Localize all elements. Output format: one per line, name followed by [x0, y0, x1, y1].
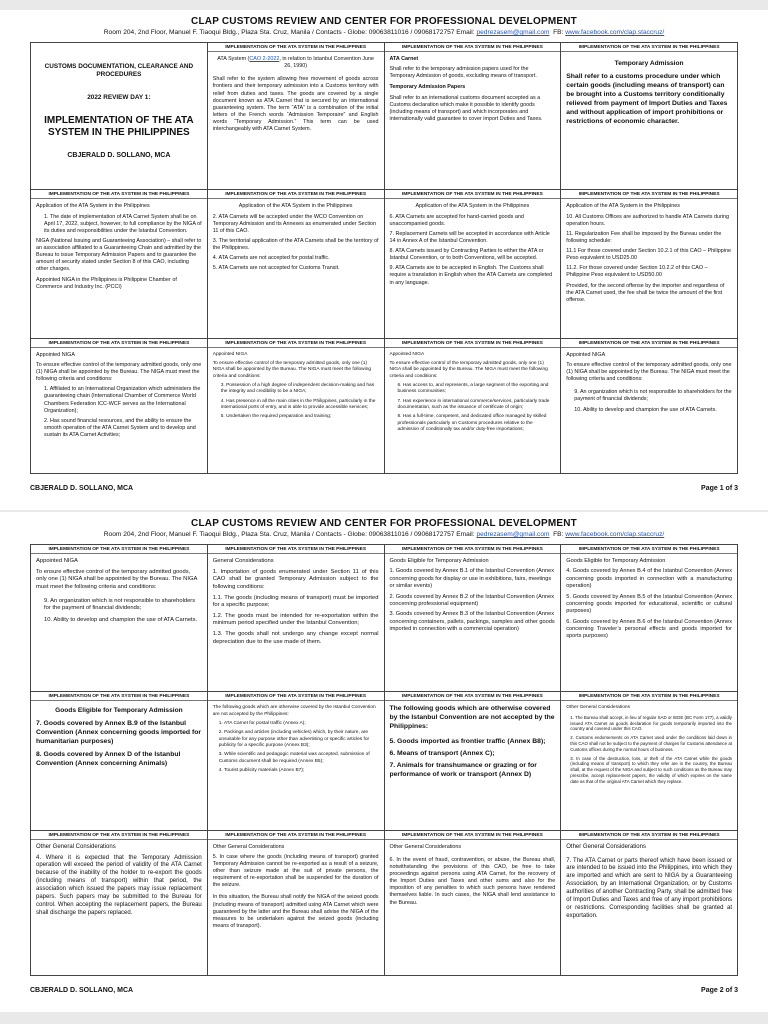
slide-not-accepted-1: [208, 692, 385, 830]
list-item: 10. Ability to develop and champion the use of ATA Carnets.: [574, 406, 717, 413]
list-item: 3. The territorial application of the ATA Carnets shall be the territory of the Philippines.: [212, 237, 379, 252]
list-item: 1. The Bureau shall accept, in lieu of regular SAD or IEDE (BC Form 177), a validly issued ATA Carnet as goods declaration for goods temporarily imported into the country and covered under this CAO.: [570, 714, 732, 732]
list-item: 4. Tourist publicity materials (Annex B7);: [218, 768, 305, 774]
slide-goods-eligible-1: [385, 545, 562, 692]
list-item: 3. Goods covered by Annex B.3 of the Istanbul Convention (Annex concerning containers, pallets, packings, samples and other goods imported in connection with a commercial operation): [389, 611, 555, 632]
slide-header: IMPLEMENTATION OF THE ATA SYSTEM IN THE PHILIPPINES: [208, 694, 384, 701]
temporary-admission-body: Shall refer to a customs procedure under which certain goods (including means of transport) can be brought into a Customs territory conditionally relieved from payment of Import Duties and Taxes and without application of import prohibitions or restrictions of economic character.: [566, 73, 728, 125]
other-considerations-heading: Other General Considerations: [566, 843, 646, 850]
list-item: 11. Regularization Fee shall be imposed by the Bureau under the following schedule:: [566, 230, 722, 244]
goods-eligible-heading: Goods Eligible for Temporary Admission: [55, 707, 183, 715]
list-item: 5. Goods covered by Annex B.5 of the Istanbul Convention (Annex concerning goods imported for educational, scientific or cultural purposes): [566, 593, 732, 615]
list-item: 1.1. The goods (including means of transport) must be imported for a specific purpose;: [212, 594, 379, 609]
slide-application-3: [385, 190, 562, 338]
review-day: 2022 REVIEW DAY 1:: [87, 93, 151, 101]
slide-goods-eligible-3: [31, 692, 208, 830]
list-item: 2. ATA Carnets will be accepted under the WCO Convention on Temporary Admission and its Annexes as enumerated under Section 11 of this CAO.: [212, 213, 377, 234]
slide-general-considerations: [208, 545, 385, 692]
header-contacts: [0, 531, 768, 538]
header-address: Room 204, 2nd Floor, Manuel F. Tiaoqui Bldg., Plaza Sta. Cruz, Manila / Contacts - Globe: 09063811016 / 09068172757 Email:: [103, 531, 475, 538]
slide-header: IMPLEMENTATION OF THE ATA SYSTEM IN THE PHILIPPINES: [208, 341, 384, 348]
cover-author: CBJERALD D. SOLLANO, MCA: [67, 151, 171, 159]
other-considerations-body: 7. The ATA Carnet or parts thereof which have been issued or are intended to be issued into the Philippines, into which they are imported and which are sent to NIGA by a Guaranteeing Association, by an International Organization, or by Customs authorities of another Contracting Party, shall be admitted free of Import Duties and Taxes and free of any import prohibitions or restrictions. Corresponding facilities shall be granted at exportation.: [566, 857, 732, 919]
list-item: 1. Goods covered by Annex B.1 of the Istanbul Convention (Annex concerning goods for display or use in exhibitions, fairs, meetings or similar events): [389, 568, 554, 590]
other-considerations-heading: Other General Considerations: [566, 705, 630, 711]
slide-other-considerations-5: [561, 831, 738, 976]
header-title: CLAP CUSTOMS REVIEW AND CENTER FOR PROFESSIONAL DEVELOPMENT: [191, 16, 577, 27]
footer-author: CBJERALD D. SOLLANO, MCA: [30, 485, 134, 492]
facebook-link[interactable]: www.facebook.com/clap.staccruz/: [565, 29, 665, 36]
list-item: 2. Packings and articles (including vehicles) which, by their nature, are unsuitable for any purpose other than advertising or specific articles for publicity for a specific purpose (Annex B3);: [218, 730, 370, 749]
list-item: 6. Means of transport (Annex C);: [389, 750, 495, 758]
footer-author: CBJERALD D. SOLLANO, MCA: [30, 987, 134, 994]
niga-definition: NIGA (National Issuing and Guaranteeing Association) – shall refer to an association affiliated to a Guaranteeing Chain and admitted by the Bureau to issue Temporary Admission Papers and to guarantee the amount of security stated under Section 8 of this CAO, including other charges.: [36, 237, 202, 273]
cao-link[interactable]: CAO 2-2022: [249, 56, 280, 62]
slide-header: IMPLEMENTATION OF THE ATA SYSTEM IN THE PHILIPPINES: [385, 833, 561, 840]
appointed-niga-body: To ensure effective control of the temporary admitted goods, only one (1) NIGA shall be appointed by the Bureau. The NIGA must meet the following criteria and conditions:: [36, 568, 198, 590]
slide-header: IMPLEMENTATION OF THE ATA SYSTEM IN THE PHILIPPINES: [561, 192, 737, 199]
list-item: 9. An organization which is not responsible to shareholders for the payment of financial dividends;: [44, 597, 196, 612]
slide-header: IMPLEMENTATION OF THE ATA SYSTEM IN THE PHILIPPINES: [208, 547, 384, 554]
slide-other-considerations-3: [208, 831, 385, 976]
list-item: 5. ATA Carnets are not accepted for Customs Transit.: [212, 265, 340, 272]
slide-grid-page-1: [30, 42, 738, 474]
temporary-admission-heading: Temporary Admission: [614, 60, 684, 67]
header-contacts: [0, 29, 768, 36]
application-intro: Application of the ATA System in the Philippines: [238, 203, 353, 210]
appointed-niga-heading: Appointed NIGA: [389, 351, 425, 357]
other-considerations-heading: Other General Considerations: [212, 843, 285, 850]
other-considerations-heading: Other General Considerations: [389, 843, 462, 850]
ata-system-heading: ATA System (CAO 2-2022, in relation to Istanbul Convention June 26, 1990): [217, 56, 375, 70]
slide-appointed-niga-5: [31, 545, 208, 692]
slide-header: IMPLEMENTATION OF THE ATA SYSTEM IN THE PHILIPPINES: [385, 341, 561, 348]
slide-header: IMPLEMENTATION OF THE ATA SYSTEM IN THE PHILIPPINES: [208, 45, 384, 52]
temp-admission-papers-heading: Temporary Admission Papers: [389, 84, 466, 91]
slide-header: IMPLEMENTATION OF THE ATA SYSTEM IN THE PHILIPPINES: [385, 192, 561, 199]
list-item: 6. ATA Carnets are accepted for hand-carried goods and unaccompanied goods.: [389, 213, 524, 227]
general-considerations-heading: General Considerations: [212, 558, 274, 564]
list-item: 10. All Customs Offices are authorized to handle ATA Carnets during operation hours.: [566, 213, 729, 227]
temp-admission-papers-body: Shall refer to an international customs document accepted as a Customs declaration which make it possible to identify goods (including means of transport) and which incorporates and internationally valid guarantee to cover import Duties and Taxes.: [389, 94, 543, 122]
header-title: CLAP CUSTOMS REVIEW AND CENTER FOR PROFESSIONAL DEVELOPMENT: [191, 518, 577, 529]
appointed-niga-body: To ensure effective control of the temporary admitted goods, only one (1) NIGA shall be appointed by the Bureau. The NIGA must meet the following criteria and conditions:: [36, 361, 202, 383]
slide-goods-eligible-2: [561, 545, 738, 692]
goods-eligible-heading: Goods Eligible for Temporary Admission: [566, 558, 666, 564]
slide-application-2: [208, 190, 385, 338]
slide-header: IMPLEMENTATION OF THE ATA SYSTEM IN THE PHILIPPINES: [561, 45, 737, 52]
slide-other-considerations-2: [31, 831, 208, 976]
list-item: 7. Animals for transhumance or grazing or for performance of work or transport (Annex D): [389, 762, 537, 779]
slide-application-1: [31, 190, 208, 338]
list-item: 11.1 For those covered under Section 10.2.1 of this CAO – Philippine Peso equivalent to USD25.00: [566, 248, 731, 262]
slide-header: IMPLEMENTATION OF THE ATA SYSTEM IN THE PHILIPPINES: [208, 833, 384, 840]
list-item: 1.2. The goods must be intended for re-exportation within the minimum period specified under the Istanbul Convention;: [212, 612, 379, 627]
page-number: Page 1 of 3: [701, 485, 738, 492]
list-item: 8. ATA Carnets issued by Contracting Parties to either the ATA or Istanbul Convention, or to both Conventions, will be accepted.: [389, 248, 544, 262]
slide-header: IMPLEMENTATION OF THE ATA SYSTEM IN THE PHILIPPINES: [561, 341, 737, 348]
course-title: CUSTOMS DOCUMENTATION, CLEARANCE AND PROCEDURES: [44, 63, 194, 79]
list-item: 5. Goods imported as frontier traffic (Annex B8);: [389, 738, 546, 746]
list-item: 2. Has sound financial resources, and the ability to ensure the smooth operation of the ATA Carnet System and to develop and sustain its ATA Carnet Activities;: [44, 417, 196, 439]
list-item: 3. While scientific and pedagogic material was accepted, submission of Customs document shall be required (Annex B5);: [218, 752, 370, 764]
list-item: 1. ATA Carnet for postal traffic (Annex A);: [218, 721, 306, 727]
list-item: 3. In case of the destruction, loss, or theft of the ATA Carnet while the goods (including means of transport) to which they refer are in the country, the Bureau shall, at the request of the NIGA and subject to such conditions as the Bureau may prescribe, accept replacement papers, the validity of which expires on the same date as that of the original ATA Carnet which they replace.: [570, 755, 732, 784]
list-item: 5. Undertaken the required preparation and training;: [220, 414, 332, 420]
list-item: 11.2. For those covered under Section 10.2.2 of this CAO – Philippine Peso equivalent to USD50.00: [566, 265, 708, 279]
slide-grid-page-2: [30, 544, 738, 976]
list-item: 7. Goods covered by Annex B.9 of the Istanbul Convention (Annex concerning goods imported for humanitarian purposes): [36, 720, 202, 746]
slide-temporary-admission: [561, 43, 738, 190]
slide-header: IMPLEMENTATION OF THE ATA SYSTEM IN THE PHILIPPINES: [385, 694, 561, 701]
slide-cover: [31, 43, 208, 190]
ata-carnet-body: Shall refer to the temporary admission papers used for the Temporary Admission of goods, excluding means of transport.: [389, 66, 537, 80]
ata-system-body: Shall refer to the system allowing free movement of goods across frontiers and their temporary admission into a Customs territory with relief from duties and taxes. The goods are covered by a single document known as ATA Carnet that is secured by an international guaranteeing system. The term “ATA” is a combination of the initial letters of the French words “Admission Temporaire” and English words “Temporary Admission.” This term can be used interchangeably with ATA Carnet System.: [212, 76, 379, 133]
slide-header: IMPLEMENTATION OF THE ATA SYSTEM IN THE PHILIPPINES: [31, 547, 207, 554]
list-item: 2. Goods covered by Annex B.2 of the Istanbul Convention (Annex concerning professional equipment): [389, 593, 554, 607]
application-intro: Application of the ATA System in the Philippines: [415, 203, 530, 210]
email-link[interactable]: pedrezasem@gmail.com: [476, 531, 550, 538]
slide-header: IMPLEMENTATION OF THE ATA SYSTEM IN THE PHILIPPINES: [561, 833, 737, 840]
list-item: 1. Importation of goods enumerated under Section 11 of this CAO shall be granted Temporary Admission subject to the following conditions:: [212, 568, 379, 590]
list-item: 4. Goods covered by Annex B.4 of the Istanbul Convention (Annex concerning goods imported in connection with a manufacturing operation): [566, 568, 732, 590]
page-number: Page 2 of 3: [701, 987, 738, 994]
list-item: 4. Has presence in all the main cities in the Philippines, particularly in the international ports of entry, and is able to provide accessible services;: [220, 398, 376, 411]
slide-appointed-niga-2: [208, 339, 385, 474]
other-considerations-body: 5. In case where the goods (including means of transport) granted Temporary Admission cannot be re-exported as a result of a seizure, other than seizure made at the suit of private persons, the requirement of re-exportation shall be suspended for the duration of the seizure.: [212, 853, 379, 889]
list-item: 4. ATA Carnets are not accepted for postal traffic.: [212, 255, 330, 262]
other-considerations-body: 6. In the event of fraud, contravention, or abuse, the Bureau shall, notwithstanding the provisions of this CAO, be free to take proceedings against persons using ATA Carnet, for the recovery of the Import Duties and Taxes and other sums and also for the imposition of any penalties to which such persons have rendered themselves liable. In such cases, the NIGA shall lend assistance to the Bureau.: [389, 856, 556, 906]
slide-appointed-niga-4: [561, 339, 738, 474]
appointed-niga-heading: Appointed NIGA: [36, 558, 78, 564]
other-considerations-heading: Other General Considerations: [36, 843, 116, 850]
list-item: 8. Goods covered by Annex D of the Istanbul Convention (Annex concerning Animals): [36, 751, 181, 768]
appointed-niga-body: To ensure effective control of the temporary admitted goods, only one (1) NIGA shall be appointed by the Bureau. The NIGA must meet the following criteria and conditions:: [566, 361, 732, 383]
application-intro: Application of the ATA System in the Philippines: [566, 203, 680, 210]
ata-carnet-heading: ATA Carnet: [389, 56, 419, 62]
list-item: 9. An organization which is not responsible to shareholders for the payment of financial dividends;: [574, 389, 732, 403]
list-item: 1.3. The goods shall not undergo any change except normal depreciation due to the use made of them.: [212, 631, 379, 645]
list-item: 6. Goods covered by Annex B.6 of the Istanbul Convention (Annex concerning Traveler’s personal effects and goods imported for sports purposes): [566, 618, 732, 640]
document-page-1: [0, 10, 768, 510]
header-address: Room 204, 2nd Floor, Manuel F. Tiaoqui Bldg., Plaza Sta. Cruz, Manila / Contacts - Globe: 09063811016 / 09068172757 Email:: [103, 29, 475, 36]
slide-not-accepted-2: [385, 692, 562, 830]
appointed-niga-heading: Appointed NIGA: [36, 351, 75, 358]
list-item: 7. Replacement Carnets will be accepted in accordance with Article 14 in Annex A of the Istanbul Convention.: [389, 230, 550, 244]
slide-application-4: [561, 190, 738, 338]
cover-title: IMPLEMENTATION OF THE ATA SYSTEM IN THE PHILIPPINES: [44, 114, 194, 139]
slide-ata-carnet: [385, 43, 562, 190]
slide-header: IMPLEMENTATION OF THE ATA SYSTEM IN THE PHILIPPINES: [385, 45, 561, 52]
slide-header: IMPLEMENTATION OF THE ATA SYSTEM IN THE PHILIPPINES: [31, 341, 207, 348]
slide-other-considerations-4: [385, 831, 562, 976]
other-considerations-body-2: In this situation, the Bureau shall notify the NIGA of the seized goods (including means of transport) admitted using ATA Carnet which were guaranteed by the latter and the Bureau shall advise the NIGA of the measures to be undertaken against the seized goods (including means of transport).: [212, 894, 379, 929]
appointed-niga-heading: Appointed NIGA: [566, 351, 606, 358]
fb-label: FB:: [553, 29, 564, 36]
goods-eligible-heading: Goods Eligible for Temporary Admission: [389, 558, 489, 564]
list-item: 9. ATA Carnets are to be accepted in English. The Customs shall require a translation in English when the ATA Carnets are completed in any language.: [389, 265, 553, 286]
slide-other-considerations-1: [561, 692, 738, 830]
appointed-niga-body: To ensure effective control of the temporary admitted goods, only one (1) NIGA shall be appointed by the Bureau. The NIGA must meet the following criteria and conditions:: [212, 361, 372, 379]
list-item: 2. Customs endorsements on ATA Carnet used under the conditions laid down in this CAO shall not be subject to the payment of charges for Customs attendance at Customs offices during the normal hours of business.: [570, 735, 732, 752]
list-item: 1. The date of implementation of ATA Carnet System shall be on April 17, 2022, subject, however, to full compliance by the NIGA of its duties and responsibilities under the Istanbul Convention.: [44, 213, 202, 234]
list-item: 1. Affiliated to an International Organization which administers the guaranteeing chain (International Chamber of Commerce World Chambers Federation ICC-WCF serves as the International Organization);: [44, 386, 201, 414]
not-accepted-intro: The following goods which are otherwise covered by the Istanbul Convention are not accepted by the Philippines:: [212, 705, 376, 717]
appointed-niga-body: To ensure effective control of the temporary admitted goods, only one (1) NIGA shall be appointed by the Bureau. The NIGA must meet the following criteria and conditions:: [389, 361, 548, 379]
slide-ata-system: [208, 43, 385, 190]
slide-header: IMPLEMENTATION OF THE ATA SYSTEM IN THE PHILIPPINES: [31, 833, 207, 840]
appointed-niga-heading: Appointed NIGA: [212, 351, 248, 357]
facebook-link[interactable]: www.facebook.com/clap.staccruz/: [565, 531, 665, 538]
list-item: 8. Has a full-time, competent, and dedicated office managed by skilled professionals particularly on Customs procedures relative to the admission of conditionally tax and/or duty-free importations;: [397, 414, 547, 433]
slide-header: IMPLEMENTATION OF THE ATA SYSTEM IN THE PHILIPPINES: [385, 547, 561, 554]
list-item: Provided, for the second offense by the importer and regardless of the ATA Carnet used, the fee shall be twice the amount of the first offense.: [566, 282, 725, 303]
slide-header: IMPLEMENTATION OF THE ATA SYSTEM IN THE PHILIPPINES: [208, 192, 384, 199]
slide-header: IMPLEMENTATION OF THE ATA SYSTEM IN THE PHILIPPINES: [31, 694, 207, 701]
list-item: 7. Has experience in international commerce/services, particularly trade documentation, such as the issuance of certificate of origin;: [397, 398, 550, 411]
fb-label: FB:: [553, 531, 564, 538]
slide-header: IMPLEMENTATION OF THE ATA SYSTEM IN THE PHILIPPINES: [561, 547, 737, 554]
document-page-2: [0, 512, 768, 1012]
slide-appointed-niga-3: [385, 339, 562, 474]
not-accepted-heading: The following goods which are otherwise covered by the Istanbul Convention are not accepted by the Philippines:: [389, 705, 555, 731]
application-intro: Application of the ATA System in the Philippines: [36, 203, 150, 210]
slide-header: IMPLEMENTATION OF THE ATA SYSTEM IN THE PHILIPPINES: [31, 192, 207, 199]
appointed-niga-note: Appointed NIGA in the Philippines is Philippine Chamber of Commerce and Industry Inc. (PCCI): [36, 276, 177, 290]
email-link[interactable]: pedrezasem@gmail.com: [476, 29, 550, 36]
list-item: 3. Possession of a high degree of independent decision-making and has the integrity and credibility to be a NIGA;: [220, 383, 375, 395]
other-considerations-body: 4. Where it is expected that the Temporary Admission operation will exceed the period of validity of the ATA Carnet because of the inability of the holder to re-export the goods (including means of transport) within that period, the association which issued the papers may issue replacement papers. Such papers may be submitted to the Bureau for control. When accepting the replacement papers, the Bureau shall discharge the papers replaced.: [36, 854, 202, 916]
slide-header: IMPLEMENTATION OF THE ATA SYSTEM IN THE PHILIPPINES: [561, 694, 737, 701]
list-item: 6. Has access to, and represents, a large segment of the exporting and business communities;: [397, 383, 549, 395]
slide-appointed-niga-1: [31, 339, 208, 474]
list-item: 10. Ability to develop and champion the use of ATA Carnets.: [44, 616, 198, 623]
